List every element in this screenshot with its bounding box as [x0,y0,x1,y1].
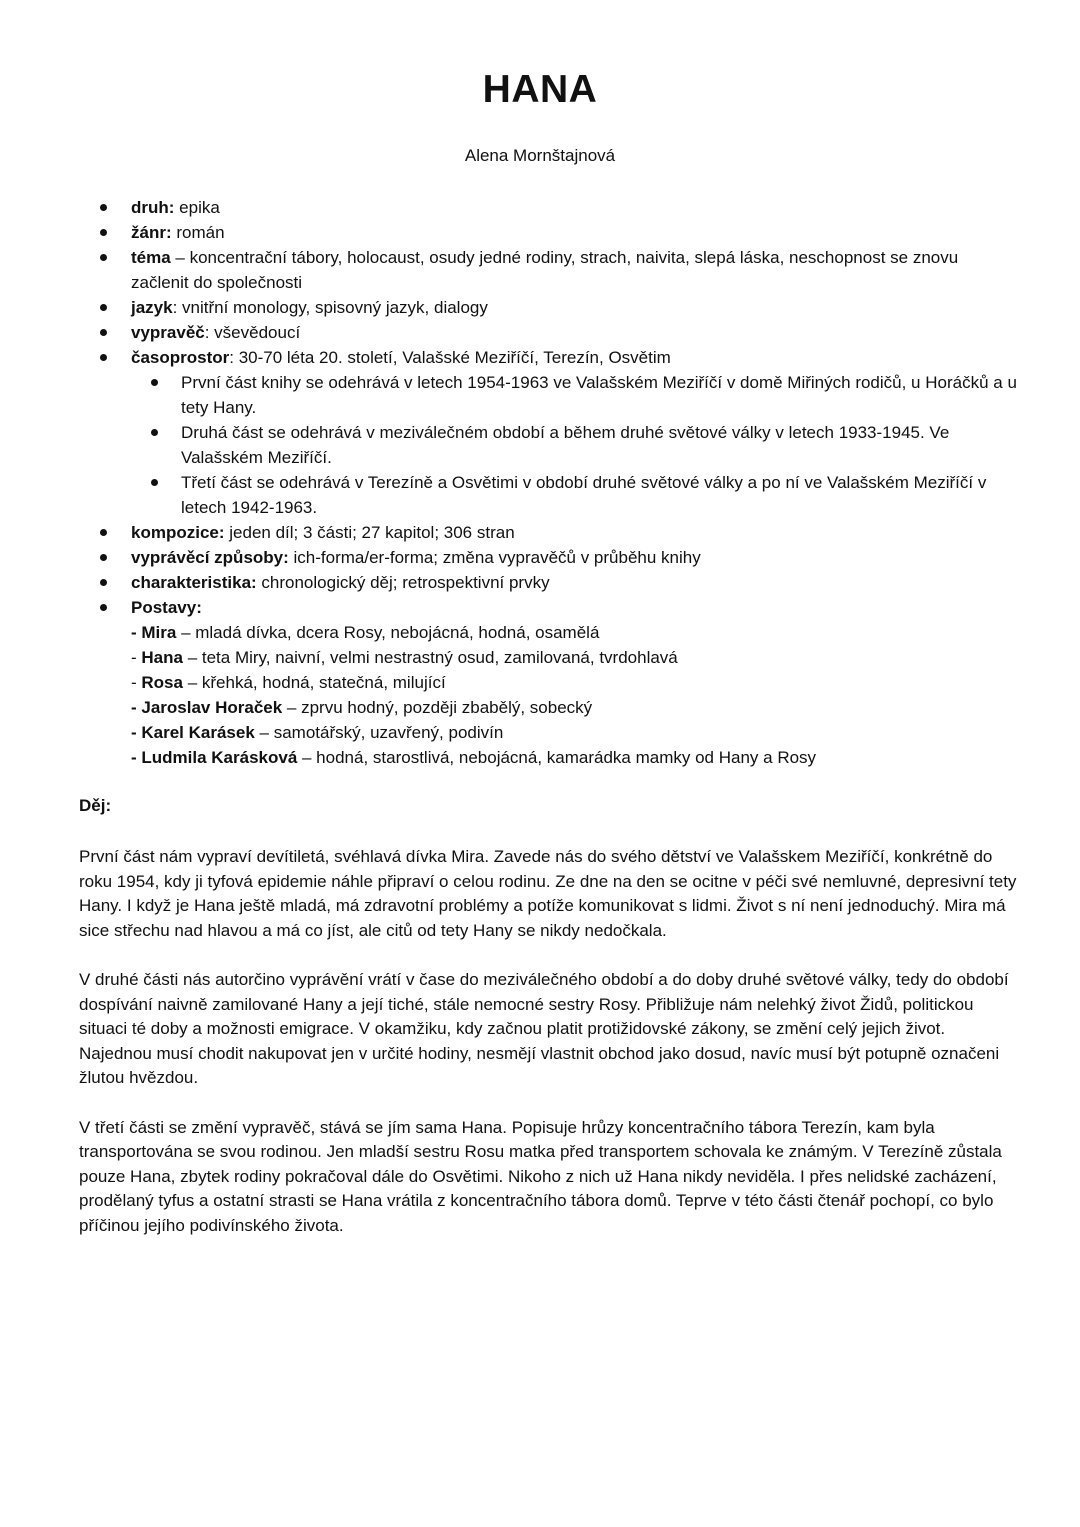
character-item: - Rosa – křehká, hodná, statečná, milující [131,673,446,692]
facts-list [79,195,1019,770]
fact-kompozice [79,520,1019,545]
page-title: HANA [482,68,598,111]
character-item [131,745,1019,770]
character-desc: – samotářský, uzavřený, podivín [254,723,504,742]
character-desc: – zprvu hodný, později zbabělý, sobecký [282,698,593,717]
fact-label: kompozice: [131,523,225,542]
fact-value: epika [174,198,220,217]
character-name: Rosa [141,673,183,692]
fact-value: jeden díl; 3 části; 27 kapitol; 306 stran [224,523,515,542]
character-item [131,720,1019,745]
fact-value: román [171,223,225,242]
fact-label: žánr: [131,223,172,242]
character-name: - Jaroslav Horaček [131,698,283,717]
character-desc: – křehká, hodná, statečná, milující [182,673,446,692]
plot-paragraph: V třetí části se změní vypravěč, stává se jím sama Hana. Popisuje hrůzy koncentračního tábora Terezín, kam byla transportována se svou rodinou. Jen mladší sestru Rosu matka před transportem schovala ke známým. V Terezíně zůstala pouze Hana, zbytek rodiny pokračoval dále do Osvětimi. Nikoho z nich už Hana nikdy neviděla. I přes nelidské zacházení, prodělaný tyfus a ostatní strasti se Hana vrátila z koncentračního tábora domů. Teprve v této části čtenář pochopí, co bylo příčinou jejího podivínského života. [79,1117,1002,1235]
fact-label: téma [131,248,171,267]
fact-label: jazyk [131,298,173,317]
fact-jazyk [79,295,1019,320]
character-item [131,695,1019,720]
fact-label: charakteristika: [131,573,257,592]
fact-value: chronologický děj; retrospektivní prvky [256,573,550,592]
fact-charakteristika [79,570,1019,595]
casoprostor-parts [131,370,1019,520]
character-name: Hana [141,648,183,667]
fact-vypravec [79,320,1019,345]
plot-paragraph: První část nám vypraví devítiletá, svéhlavá dívka Mira. Zavede nás do svého dětství ve Valašskem Meziříčí, konkrétně do roku 1954, kdy ji tyfová epidemie náhle připraví o celou rodinu. Ze dne na den se ocitne v péči své nemluvné, depresivní tety Hany. I když je Hana ještě mladá, má zdravotní problémy a potíže komunikovat s lidmi. Život s ní není jednoduchý. Mira má sice střechu nad hlavou a má co jíst, ale citů od tety Hany se nikdy nedočkala. [79,847,1017,940]
part-item: Třetí část se odehrává v Terezíně a Osvětimi v období druhé světové války a po ní ve Valašském Meziříčí v letech 1942-1963. [131,470,1019,520]
fact-druh [79,195,1019,220]
fact-casoprostor [79,345,1019,520]
fact-vypravecі-zpusoby [79,545,1019,570]
character-desc: – teta Miry, naivní, velmi nestrastný osud, zamilovaná, tvrdohlavá [182,648,678,667]
fact-postavy [79,595,1019,770]
fact-value: ich-forma/er-forma; změna vypravěčů v průběhu knihy [288,548,701,567]
fact-tema [79,245,1019,295]
part-item: První část knihy se odehrává v letech 1954-1963 ve Valašském Meziříčí v domě Miřiných rodičů, u Horáčků a u tety Hany. [131,370,1019,420]
character-name: - Karel Karásek [131,723,255,742]
fact-label: časoprostor [131,348,230,367]
plot-heading: Děj: [79,796,112,815]
fact-label: vyprávěcí způsoby: [131,548,289,567]
plot-text [79,845,1019,1263]
fact-label: vypravěč [131,323,205,342]
plot-paragraph: V druhé části nás autorčino vyprávění vrátí v čase do meziválečného období a do doby druhé světové války, tedy do období dospívání naivně zamilované Hany a její tiché, stále nemocné sestry Rosy. Přibližuje nám nelehký život Židů, politickou situaci té doby a možnosti emigrace. V okamžiku, kdy začnou platit protižidovské zákony, se změní celý jejich život. Najednou musí chodit nakupovat jen v určité hodiny, nesmějí vlastnit obchod jako dosud, navíc musí být potupně označeni žlutou hvězdou. [79,969,1009,1088]
fact-value: – koncentrační tábory, holocaust, osudy jedné rodiny, strach, naivita, slepá láska, neschopnost se znovu začlenit do společnosti [131,248,959,292]
character-name: - Ludmila Karásková [131,748,298,767]
character-name: - Mira [131,623,177,642]
character-item: - Hana – teta Miry, naivní, velmi nestrastný osud, zamilovaná, tvrdohlavá [131,648,678,667]
author-name: Alena Mornštajnová [464,146,616,165]
character-desc: – mladá dívka, dcera Rosy, nebojácná, hodná, osamělá [176,623,600,642]
part-item: Druhá část se odehrává v meziválečném období a během druhé světové války v letech 1933-1945. Ve Valašském Meziříčí. [131,420,1019,470]
fact-label: Postavy: [131,598,202,617]
character-desc: – hodná, starostlivá, nebojácná, kamarádka mamky od Hany a Rosy [297,748,817,767]
fact-zanr [79,220,1019,245]
character-item [131,620,1019,645]
fact-value: : 30-70 léta 20. století, Valašské Meziříčí, Terezín, Osvětim [229,348,671,367]
fact-label: druh: [131,198,175,217]
characters-list [131,620,1019,770]
fact-value: : vševědoucí [204,323,301,342]
fact-value: : vnitřní monology, spisovný jazyk, dialogy [172,298,488,317]
